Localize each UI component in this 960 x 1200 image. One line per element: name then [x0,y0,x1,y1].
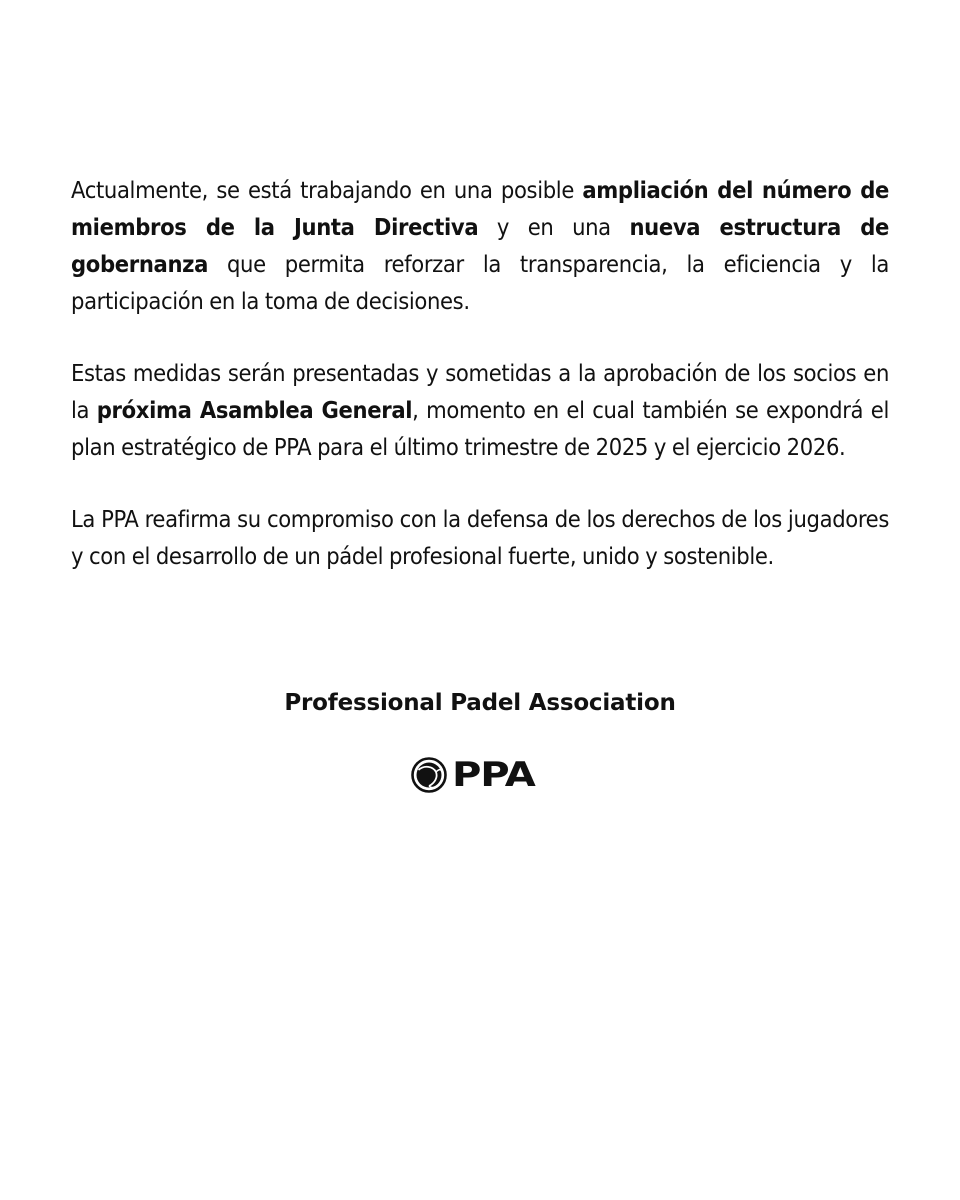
text-segment: Actualmente, se está trabajando en una posible [71,176,583,204]
paragraph-commitment [71,501,889,575]
text-segment: y en una [478,213,630,241]
statement-body [71,172,889,610]
logo-wordmark: PPA [452,755,535,795]
ppa-logo [411,755,549,795]
signature: Professional Padel Association [284,690,676,716]
text-segment: , momento en el cual también se expondrá el plan estratégico de PPA para el último trimestre de 2025 y el ejercicio 2026. [71,396,889,461]
paragraph-governance [71,172,889,320]
paragraph-general-assembly [71,355,889,466]
text-segment: Estas medidas serán presentadas y sometidas a la aprobación de los socios en la [71,359,889,424]
bold-segment-governance-structure: nueva estructura de gobernanza [71,213,889,278]
bold-segment-general-assembly: próxima Asamblea General [96,396,413,424]
text-segment: La PPA reafirma su compromiso con la defensa de los derechos de los jugadores y con el desarrollo de un pádel profesional fuerte, unido y sostenible. [71,505,889,570]
padel-ball-icon [411,757,447,793]
bold-segment-board-expansion: ampliación del número de miembros de la Junta Directiva [71,176,889,241]
text-segment: que permita reforzar la transparencia, la eficiencia y la participación en la toma de decisiones. [71,250,889,315]
